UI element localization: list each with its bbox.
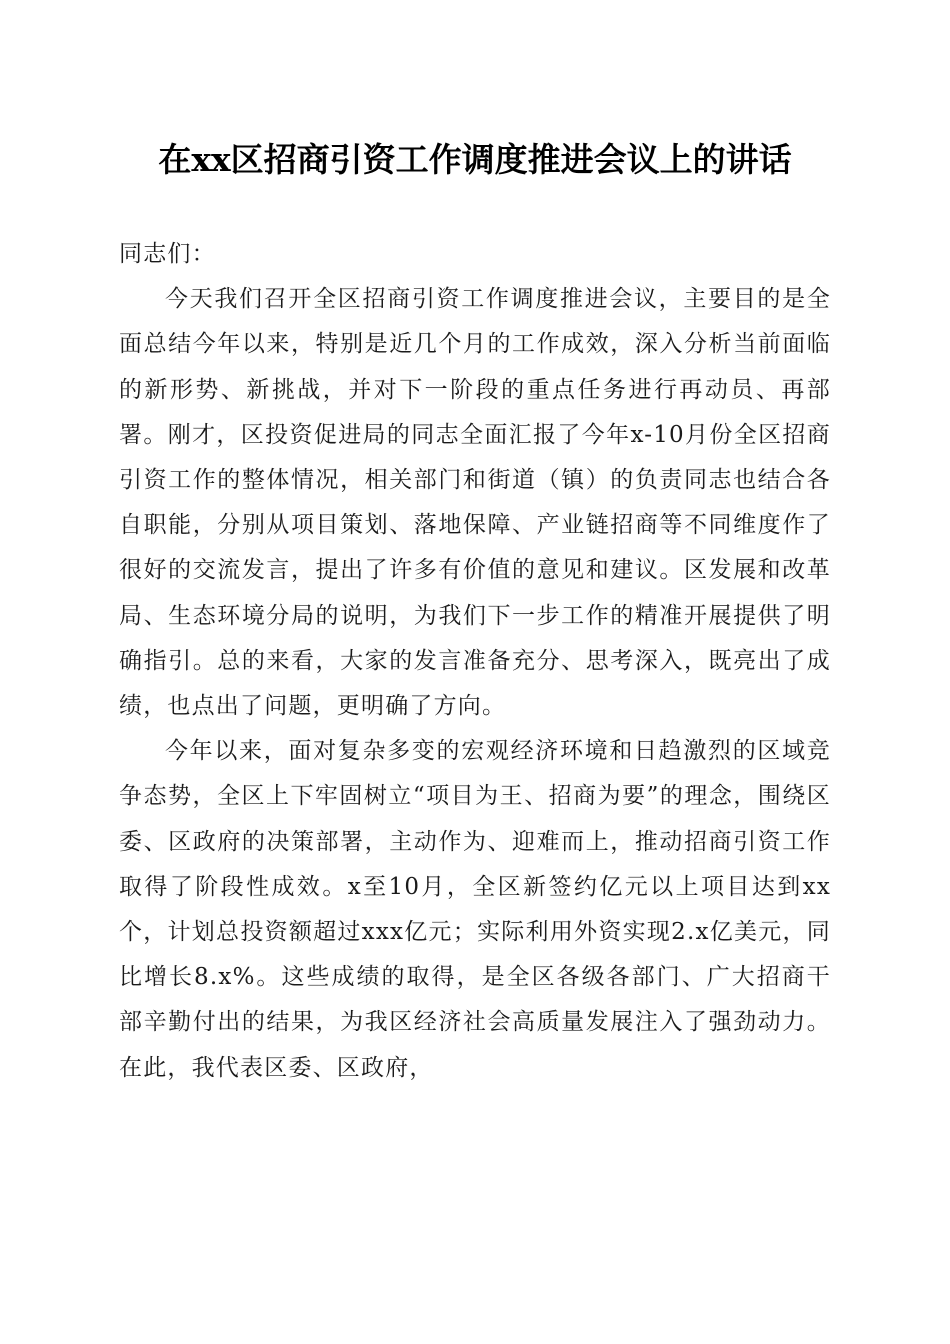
paragraph-2: 今年以来，面对复杂多变的宏观经济环境和日趋激烈的区域竞争态势，全区上下牢固树立“项目为王、招商为要”的理念，围绕区委、区政府的决策部署，主动作为、迎难而上，推动招商引资工作取得了阶段性成效。x至10月，全区新签约亿元以上项目达到xx个，计划总投资额超过xxx亿元；实际利用外资实现2.x亿美元，同比增长8.x%。这些成绩的取得，是全区各级各部门、广大招商干部辛勤付出的结果，为我区经济社会高质量发展注入了强劲动力。在此，我代表区委、区政府， bbox=[119, 738, 831, 1081]
document-body bbox=[119, 232, 831, 1091]
paragraph-1: 今天我们召开全区招商引资工作调度推进会议，主要目的是全面总结今年以来，特别是近几个月的工作成效，深入分析当前面临的新形势、新挑战，并对下一阶段的重点任务进行再动员、再部署。刚才，区投资促进局的同志全面汇报了今年x-10月份全区招商引资工作的整体情况，相关部门和街道（镇）的负责同志也结合各自职能，分别从项目策划、落地保障、产业链招商等不同维度作了很好的交流发言，提出了许多有价值的意见和建议。区发展和改革局、生态环境分局的说明，为我们下一步工作的精准开展提供了明确指引。总的来看，大家的发言准备充分、思考深入，既亮出了成绩，也点出了问题，更明确了方向。 bbox=[119, 286, 831, 720]
document-title: 在xx区招商引资工作调度推进会议上的讲话 bbox=[158, 140, 792, 179]
salutation: 同志们： bbox=[119, 241, 216, 267]
